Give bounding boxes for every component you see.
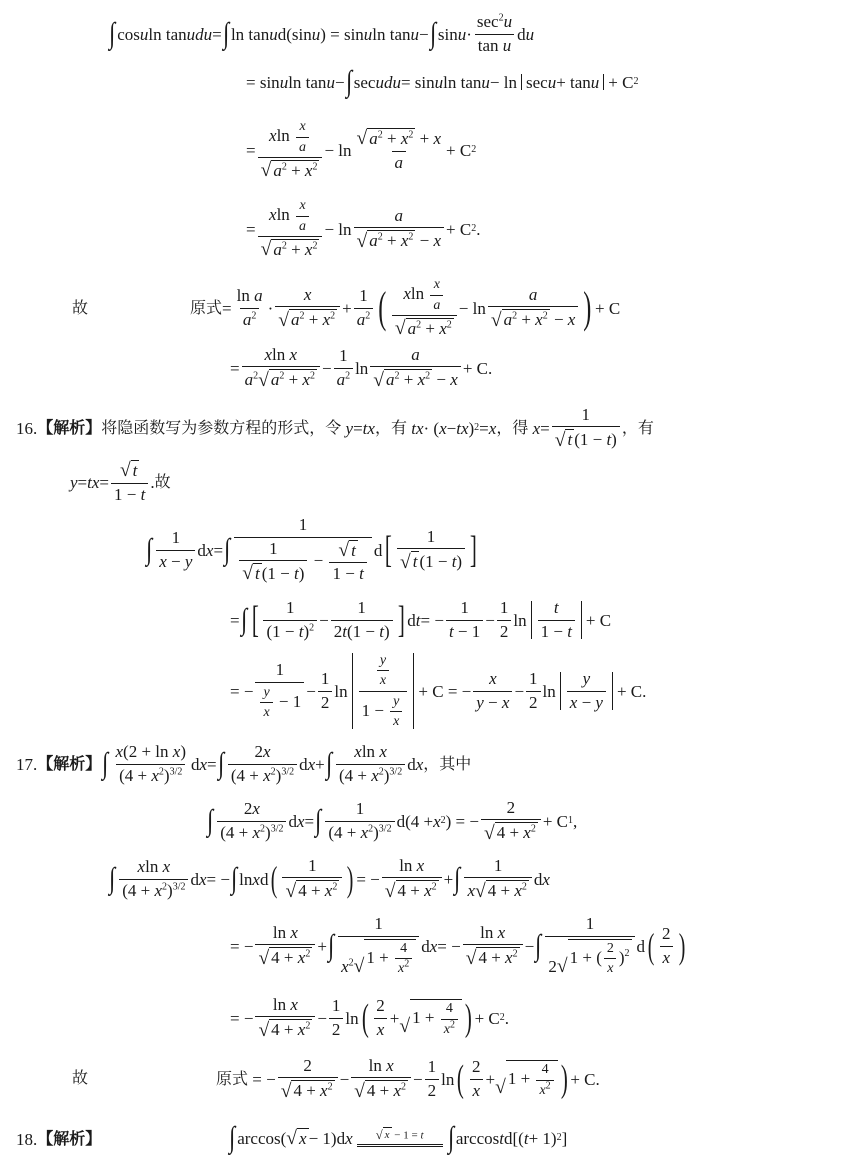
equation-line-b2: y = tx = √ t 1 − t . 故 (70, 459, 171, 504)
problem-18-header: 18. 【解析】 (16, 1129, 102, 1149)
equation-line-c4: = − ln x √ $4 + x^2$ + ∫ 1 $x^2$ √ 1 + $\frac{4}{x^2}$ d x = − ln x √ $4 + x^2$ − ∫ 1 2 √ 1 + ( $\frac{2}{x}$ )$^2$ d ( $\frac{2}{x}$ ) (230, 914, 685, 978)
equation-line-c3: ∫ $\frac{\text{xln x}}{(4 + x^2)^{3/2}}$ d x = − ∫ ln x d ( 1 √ $4 + x^2$ ) = − ln x √ $4 + x^2$ + ∫ 1 x √ $4 + x^2$ d x (109, 855, 550, 902)
equation-line-c2: ∫ $\frac{2x}{(4 + x^2)^{3/2}}$ d x = ∫ $\frac{1}{(4 + x^2)^{3/2}}$ d(4 + x 2 ) = − 2 √ $4 + x^2$ + C 1 , (207, 797, 578, 844)
equation-line-d1: ∫ arccos( √ x − 1)d x √ x − 1 = t ∫ arccos t d[( t + 1) 2 ] (229, 1121, 568, 1154)
label-gu-1: 故 (72, 298, 89, 317)
equation-line-a4: = xln $\frac{x}{a}$ √ $a^2 + x^2$ − ln a √ $a^2 + x^2$ − x + C 2 . (246, 198, 481, 261)
equation-line-c6: 原式 = − 2 √ $4 + x^2$ − ln x √ $4 + x^2$ − $\frac{1}{2}$ ln ( $\frac{2}{x}$ + √ 1 + $\frac{4}{x^2}$ ) + C. (216, 1055, 600, 1102)
equation-line-b3: ∫ $\frac{1}{x - y}$ d x = ∫ 1 1 √ t (1 − t) − √ t 1 − t d [ 1 √ t (1 − t) ] (146, 514, 477, 585)
equation-line-b5: = − 1 $\frac{y}{x}$ − 1 − $\frac{1}{2}$ ln $\frac{y}{x}$ 1 − $\frac{y}{x}$ + C = − $\frac{x}{y - x}$ − $\frac{1}{2}$ ln $\frac{y}{x - y}$ + C. (230, 652, 647, 729)
equation-line-a1: ∫ cos u ln tan udu = ∫ ln tan u d(sin u ) = sin u ln tan u − ∫ sin u · $\frac{\sec^2u}{\text{tan u}}$ d u (109, 11, 535, 55)
equation-line-b4: = ∫ [ $\frac{1}{(1 - t)^2}$ − $\frac{1}{2t(1 - t)}$ ] d t = − $\frac{1}{t - 1}$ − $\frac{1}{2}$ ln $\frac{t}{1 - t}$ + C (230, 597, 612, 641)
equation-line-c5: = − ln x √ $4 + x^2$ − $\frac{1}{2}$ ln ( $\frac{2}{x}$ + √ 1 + $\frac{4}{x^2}$ ) + C 2 . (230, 994, 510, 1041)
equation-line-a3: = xln $\frac{x}{a}$ √ $a^2 + x^2$ − ln √ $a^2 + x^2$ + x a + C 2 (246, 119, 477, 182)
equation-line-a6: = xln x $a^2$ √ $a^2 + x^2$ − $\frac{1}{a^2}$ ln a √ $a^2 + x^2$ − x + C. (230, 344, 493, 391)
problem-16-header: 16. 【解析】 将隐函数写为参数方程的形式，令 y = tx ，有 tx · ( x − tx ) 2 = x ，得 x = 1 √ t (1 − t) ，有 (16, 404, 654, 451)
equation-line-a2: = sin u ln tan u − ∫ sec udu = sin u ln tan u − ln sec u + tan u + C 2 (246, 65, 639, 98)
label-gu-2: 故 (72, 1068, 89, 1087)
equation-line-a5: 原式 = $\frac{\text{ln a}}{a^2}$ · x √ $a^2 + x^2$ + $\frac{1}{a^2}$ ( xln $\frac{x}{a}$ √ $a^2 + x^2$ − ln a √ $a^2 + x^2$ − x ) + C (190, 277, 621, 340)
problem-17-header: 17. 【解析】 ∫ $\frac{\text{x(2 + ln x)}}{(4 + x^2)^{3/2}}$ d x = ∫ $\frac{2x}{(4 + x^2)^{3/2}}$ d x + ∫ $\frac{\text{xln x}}{(4 + x^2)^{3/2}}$ d x ，其中 (16, 741, 472, 785)
